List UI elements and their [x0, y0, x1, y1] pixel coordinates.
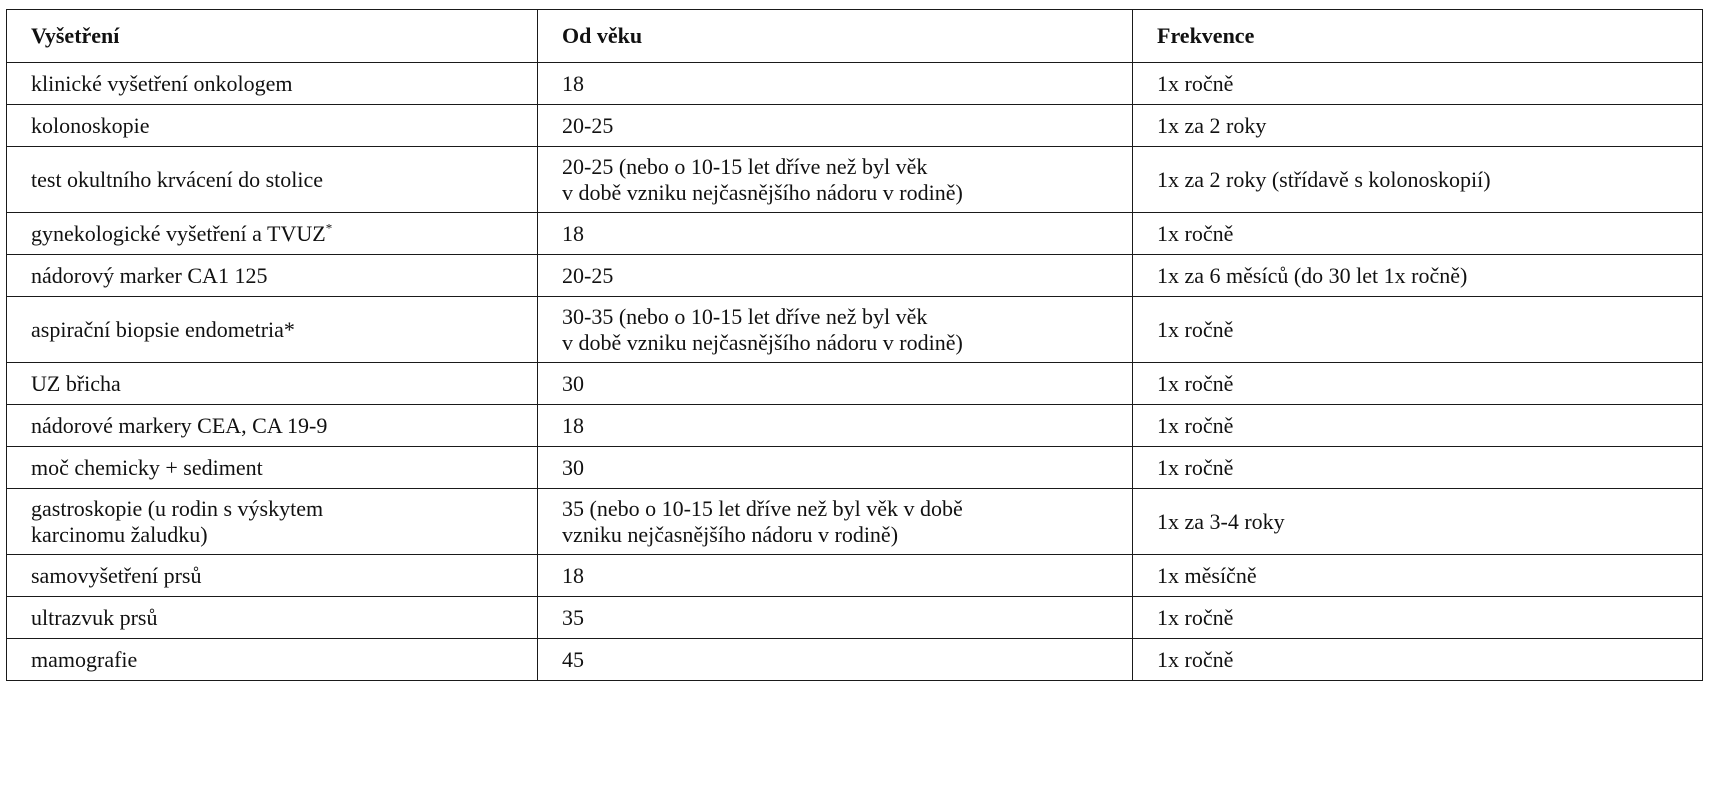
cell-age: 18 — [538, 555, 1133, 597]
table-row — [7, 363, 1703, 405]
cell-exam: moč chemicky + sediment — [7, 447, 538, 489]
table-row — [7, 405, 1703, 447]
cell-frequency: 1x ročně — [1133, 363, 1703, 405]
cell-exam: UZ břicha — [7, 363, 538, 405]
cell-exam-text: gynekologické vyšetření a TVUZ — [31, 220, 326, 246]
cell-frequency: 1x za 6 měsíců (do 30 let 1x ročně) — [1133, 255, 1703, 297]
header-frequency: Frekvence — [1133, 10, 1703, 63]
cell-age: 30 — [538, 363, 1133, 405]
cell-age: 18 — [538, 405, 1133, 447]
cell-frequency: 1x ročně — [1133, 639, 1703, 681]
screening-table-container — [6, 9, 1702, 681]
header-exam: Vyšetření — [7, 10, 538, 63]
table-row — [7, 639, 1703, 681]
cell-frequency: 1x ročně — [1133, 213, 1703, 255]
table-row — [7, 297, 1703, 363]
cell-exam: kolonoskopie — [7, 105, 538, 147]
table-row — [7, 213, 1703, 255]
cell-frequency: 1x ročně — [1133, 597, 1703, 639]
cell-exam: ultrazvuk prsů — [7, 597, 538, 639]
header-age: Od věku — [538, 10, 1133, 63]
cell-exam: mamografie — [7, 639, 538, 681]
table-row — [7, 597, 1703, 639]
table-row — [7, 105, 1703, 147]
cell-exam: gastroskopie (u rodin s výskytem karcinomu žaludku) — [7, 489, 538, 555]
cell-age: 30 — [538, 447, 1133, 489]
cell-frequency: 1x za 2 roky — [1133, 105, 1703, 147]
cell-age: 35 — [538, 597, 1133, 639]
cell-exam: nádorové markery CEA, CA 19-9 — [7, 405, 538, 447]
cell-age: 20-25 — [538, 255, 1133, 297]
footnote-mark: * — [325, 220, 333, 236]
table-header-row — [7, 10, 1703, 63]
cell-exam: test okultního krvácení do stolice — [7, 147, 538, 213]
cell-age: 18 — [538, 213, 1133, 255]
cell-age: 30-35 (nebo o 10-15 let dříve než byl věk v době vzniku nejčasnějšího nádoru v rodině) — [538, 297, 1133, 363]
cell-age: 35 (nebo o 10-15 let dříve než byl věk v době vzniku nejčasnějšího nádoru v rodině) — [538, 489, 1133, 555]
cell-exam — [7, 213, 538, 255]
cell-frequency: 1x ročně — [1133, 297, 1703, 363]
cell-age: 45 — [538, 639, 1133, 681]
cell-frequency: 1x za 3-4 roky — [1133, 489, 1703, 555]
cell-exam: nádorový marker CA1 125 — [7, 255, 538, 297]
cell-exam: klinické vyšetření onkologem — [7, 63, 538, 105]
cell-frequency: 1x měsíčně — [1133, 555, 1703, 597]
cell-frequency: 1x ročně — [1133, 405, 1703, 447]
cell-frequency: 1x ročně — [1133, 447, 1703, 489]
screening-table — [6, 9, 1703, 681]
cell-age: 20-25 — [538, 105, 1133, 147]
cell-frequency: 1x ročně — [1133, 63, 1703, 105]
cell-age: 18 — [538, 63, 1133, 105]
table-row — [7, 555, 1703, 597]
table-row — [7, 255, 1703, 297]
table-row — [7, 63, 1703, 105]
cell-exam: samovyšetření prsů — [7, 555, 538, 597]
table-row — [7, 147, 1703, 213]
table-row — [7, 447, 1703, 489]
cell-frequency: 1x za 2 roky (střídavě s kolonoskopií) — [1133, 147, 1703, 213]
table-row — [7, 489, 1703, 555]
cell-exam: aspirační biopsie endometria* — [7, 297, 538, 363]
cell-age: 20-25 (nebo o 10-15 let dříve než byl věk v době vzniku nejčasnějšího nádoru v rodině) — [538, 147, 1133, 213]
